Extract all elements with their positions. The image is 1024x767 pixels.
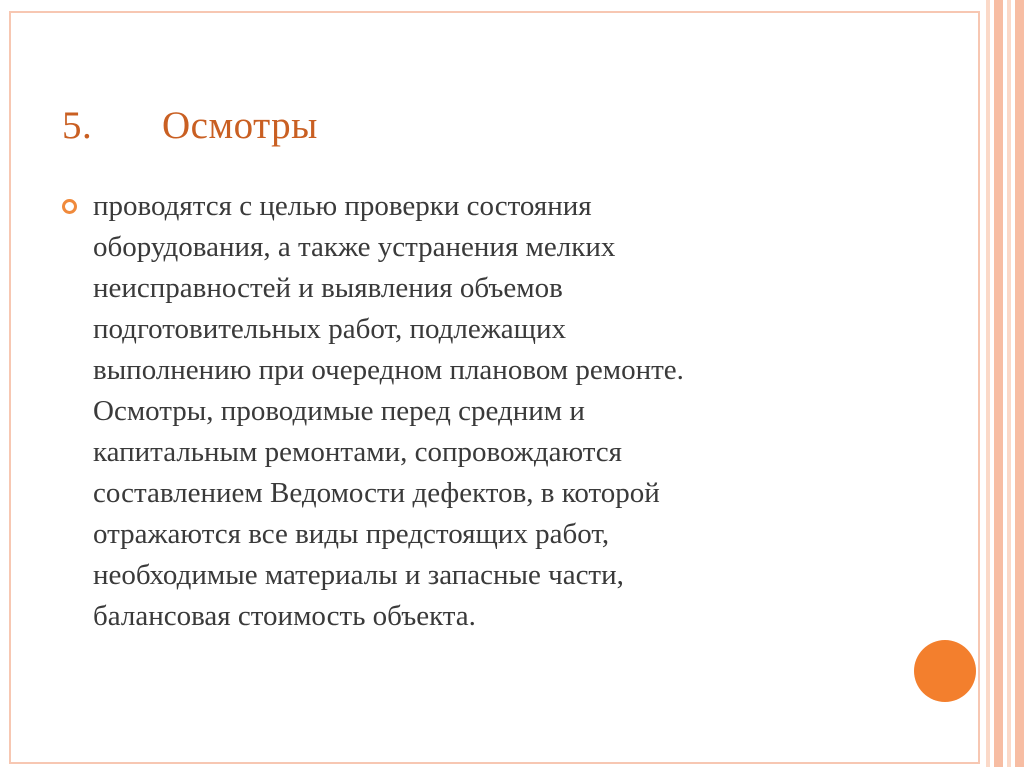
bullet-line: неисправностей и выявления объемов	[93, 272, 563, 304]
orange-circle-decoration	[914, 640, 976, 702]
bullet-list	[60, 186, 900, 637]
bullet-line: капитальным ремонтами, сопровождаются	[93, 436, 622, 468]
bullet-line: составлением Ведомости дефектов, в которой	[93, 477, 660, 509]
slide-title	[62, 103, 318, 148]
title-number: 5.	[62, 104, 93, 147]
decorative-stripe	[1015, 0, 1024, 767]
title-text: Осмотры	[162, 104, 318, 147]
bullet-line: отражаются все виды предстоящих работ,	[93, 518, 610, 550]
decorative-stripe	[994, 0, 1003, 767]
decorative-stripe	[1007, 0, 1011, 767]
bullet-line: балансовая стоимость объекта.	[93, 600, 476, 632]
bullet-line: оборудования, а также устранения мелких	[93, 231, 616, 263]
bullet-line: подготовительных работ, подлежащих	[93, 313, 567, 345]
bullet-line: Осмотры, проводимые перед средним и	[93, 395, 585, 427]
bullet-line: выполнению при очередном плановом ремонте.	[93, 354, 684, 386]
bullet-line: проводятся с целью проверки состояния	[93, 190, 592, 222]
bullet-line: необходимые материалы и запасные части,	[93, 559, 624, 591]
ring-bullet-icon	[62, 199, 77, 214]
decorative-stripe	[986, 0, 990, 767]
bullet-item	[60, 186, 900, 637]
